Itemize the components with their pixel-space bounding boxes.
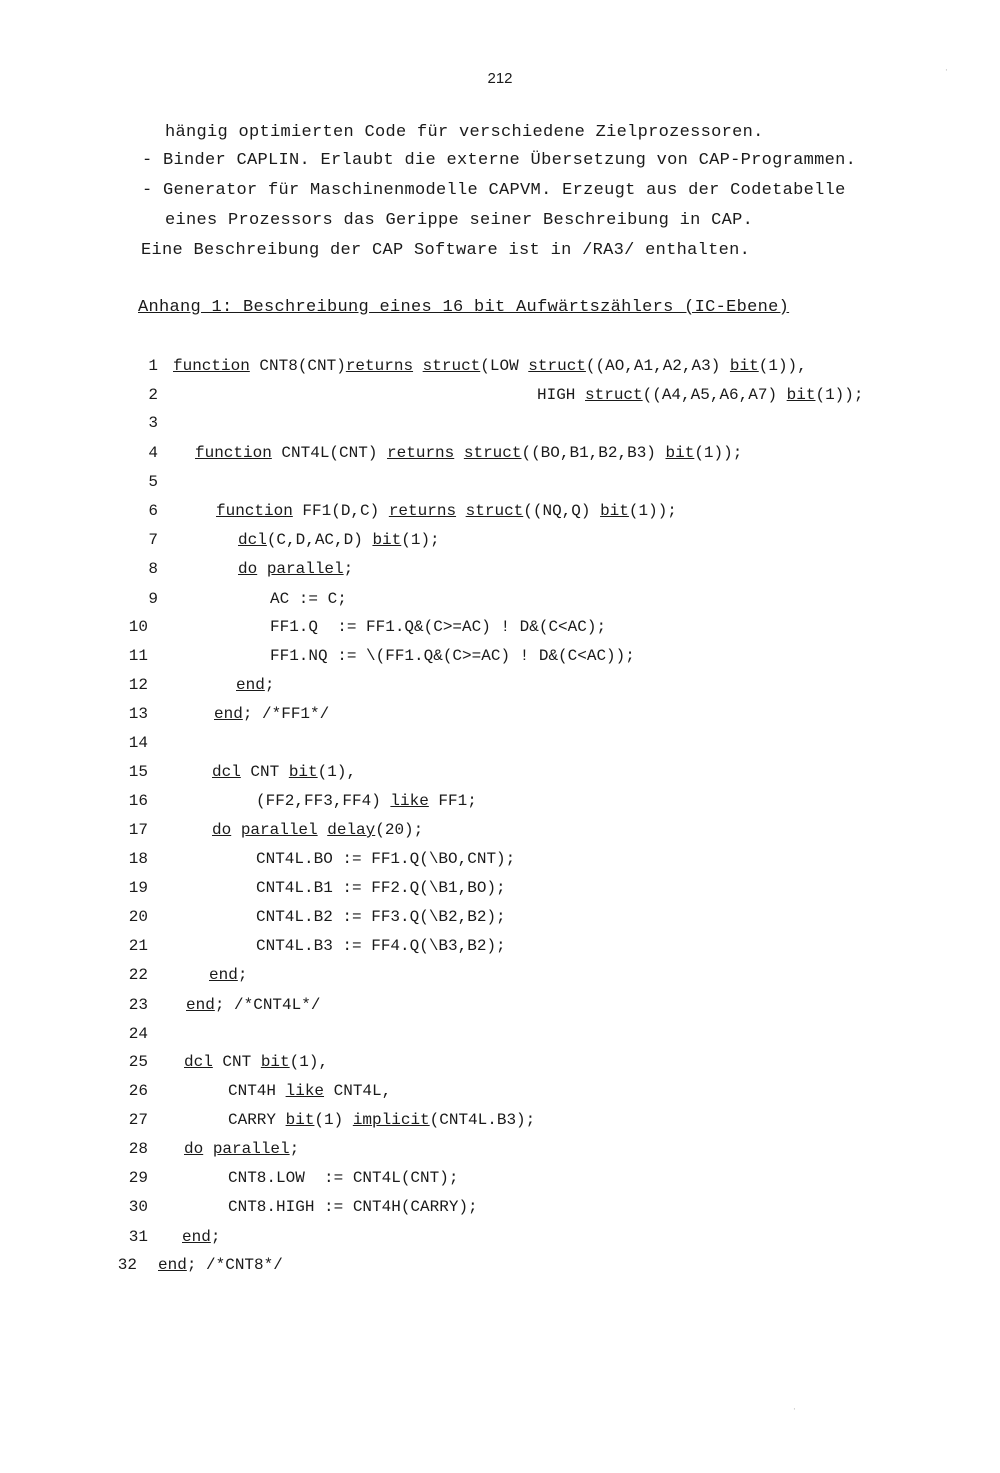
code-text	[184, 1140, 299, 1158]
code-text	[238, 531, 440, 549]
code-fragment: (1)),	[758, 357, 807, 375]
keyword: end	[158, 1256, 187, 1274]
code-text	[256, 879, 506, 897]
line-number: 24	[128, 1025, 148, 1043]
code-fragment: (1),	[317, 763, 357, 781]
code-text	[228, 1169, 458, 1187]
code-line	[0, 1198, 1000, 1220]
code-fragment: ((A4,A5,A6,A7)	[642, 386, 787, 404]
code-fragment: CNT	[212, 1053, 261, 1071]
code-fragment: ;	[264, 676, 275, 694]
code-line	[0, 937, 1000, 959]
keyword: returns	[387, 444, 455, 462]
code-text	[256, 908, 506, 926]
code-line	[0, 386, 1000, 408]
code-line	[0, 792, 1000, 814]
scan-mark: ·	[792, 1405, 797, 1414]
code-fragment: (LOW	[480, 357, 529, 375]
line-number: 26	[128, 1082, 148, 1100]
line-number: 15	[128, 763, 148, 781]
code-line	[0, 908, 1000, 930]
keyword: struct	[463, 444, 522, 462]
keyword: do	[238, 560, 258, 578]
code-line	[0, 821, 1000, 843]
code-fragment: AC := C;	[270, 590, 347, 608]
code-text	[270, 618, 606, 636]
code-line	[0, 1140, 1000, 1162]
code-text	[256, 937, 506, 955]
keyword: bit	[288, 763, 318, 781]
code-text	[182, 1228, 220, 1246]
code-line	[0, 763, 1000, 785]
line-number: 30	[128, 1198, 148, 1216]
code-fragment: CNT4L(CNT)	[271, 444, 388, 462]
code-line	[0, 705, 1000, 727]
code-fragment: (CNT4L.B3);	[429, 1111, 536, 1129]
keyword: like	[285, 1082, 325, 1100]
code-fragment: (1)	[314, 1111, 353, 1129]
line-number: 31	[128, 1228, 148, 1246]
keyword: bit	[786, 386, 816, 404]
code-fragment: ((BO,B1,B2,B3)	[521, 444, 666, 462]
code-text	[270, 647, 635, 665]
code-fragment	[454, 444, 464, 462]
keyword: bit	[665, 444, 695, 462]
line-number: 28	[128, 1140, 148, 1158]
line-number: 32	[117, 1256, 137, 1274]
code-text	[238, 560, 353, 578]
line-number: 22	[128, 966, 148, 984]
code-text	[256, 792, 477, 810]
code-text	[228, 1082, 391, 1100]
keyword: like	[390, 792, 429, 810]
code-line	[0, 966, 1000, 988]
keyword: returns	[388, 502, 457, 520]
keyword: bit	[600, 502, 629, 520]
code-fragment: ; /*CNT8*/	[186, 1256, 283, 1274]
line-number: 4	[148, 444, 158, 462]
code-text	[186, 996, 320, 1014]
keyword: bit	[260, 1053, 290, 1071]
code-line	[0, 502, 1000, 524]
keyword: parallel	[266, 560, 344, 578]
code-text	[173, 357, 807, 375]
code-fragment: FF1(D,C)	[292, 502, 389, 520]
code-text	[214, 705, 329, 723]
code-text	[270, 590, 347, 608]
code-line	[0, 850, 1000, 872]
line-number: 21	[128, 937, 148, 955]
code-line	[0, 357, 1000, 379]
code-line	[0, 676, 1000, 698]
code-text	[236, 676, 274, 694]
line-number: 3	[148, 414, 158, 432]
code-text	[256, 850, 515, 868]
code-fragment: FF1;	[428, 792, 477, 810]
code-text	[228, 1111, 535, 1129]
code-fragment: ;	[343, 560, 354, 578]
intro-line: - Generator für Maschinenmodelle CAPVM. Erzeugt aus der Codetabelle	[142, 181, 846, 200]
code-line	[0, 1025, 1000, 1047]
code-line	[0, 879, 1000, 901]
keyword: bit	[729, 357, 759, 375]
keyword: dcl	[238, 531, 267, 549]
code-fragment: CNT4L.B1 := FF2.Q(\B1,BO);	[256, 879, 506, 897]
keyword: bit	[372, 531, 402, 549]
code-fragment: (C,D,AC,D)	[266, 531, 373, 549]
code-fragment: ; /*CNT4L*/	[214, 996, 321, 1014]
line-number: 14	[128, 734, 148, 752]
line-number: 11	[128, 647, 148, 665]
code-fragment	[413, 357, 423, 375]
code-line	[0, 996, 1000, 1018]
code-fragment: (20);	[375, 821, 424, 839]
line-number: 8	[148, 560, 158, 578]
code-line	[0, 647, 1000, 669]
line-number: 12	[128, 676, 148, 694]
line-number: 10	[128, 618, 148, 636]
appendix-heading: Anhang 1: Beschreibung eines 16 bit Aufwärtszählers (IC-Ebene)	[138, 298, 790, 317]
line-number: 23	[128, 996, 148, 1014]
line-number: 20	[128, 908, 148, 926]
line-number: 27	[128, 1111, 148, 1129]
code-line	[0, 1082, 1000, 1104]
code-fragment: CNT4L.B2 := FF3.Q(\B2,B2);	[256, 908, 506, 926]
code-fragment: CNT4L.B3 := FF4.Q(\B3,B2);	[256, 937, 506, 955]
code-text	[209, 966, 247, 984]
code-fragment: ((NQ,Q)	[523, 502, 601, 520]
code-fragment	[257, 560, 267, 578]
keyword: struct	[465, 502, 524, 520]
keyword: function	[173, 357, 250, 375]
code-fragment: CNT8.HIGH := CNT4H(CARRY);	[228, 1198, 478, 1216]
keyword: parallel	[240, 821, 318, 839]
keyword: struct	[422, 357, 481, 375]
code-line	[0, 734, 1000, 756]
keyword: struct	[528, 357, 586, 375]
code-fragment: HIGH	[537, 386, 586, 404]
keyword: function	[195, 444, 272, 462]
line-number: 5	[148, 473, 158, 491]
code-fragment: CNT4L.BO := FF1.Q(\BO,CNT);	[256, 850, 516, 868]
code-line	[0, 1228, 1000, 1250]
code-text	[212, 821, 423, 839]
keyword: delay	[327, 821, 376, 839]
code-fragment: FF1.NQ := \(FF1.Q&(C>=AC) ! D&(C<AC));	[270, 647, 635, 665]
intro-line: eines Prozessors das Gerippe seiner Beschreibung in CAP.	[165, 211, 754, 230]
intro-line: Eine Beschreibung der CAP Software ist in /RA3/ enthalten.	[141, 241, 751, 260]
code-text	[184, 1053, 328, 1071]
keyword: returns	[345, 357, 414, 375]
code-fragment: FF1.Q := FF1.Q&(C>=AC) ! D&(C<AC);	[270, 618, 607, 636]
keyword: parallel	[212, 1140, 290, 1158]
code-fragment: (1));	[815, 386, 864, 404]
keyword: struct	[585, 386, 643, 404]
page-number: 212	[487, 70, 513, 87]
line-number: 13	[128, 705, 148, 723]
line-number: 1	[148, 357, 158, 375]
line-number: 18	[128, 850, 148, 868]
keyword: bit	[285, 1111, 315, 1129]
keyword: end	[209, 966, 238, 984]
code-fragment: CNT8(CNT)	[249, 357, 346, 375]
line-number: 7	[148, 531, 158, 549]
code-line	[0, 444, 1000, 466]
keyword: do	[212, 821, 232, 839]
intro-line: - Binder CAPLIN. Erlaubt die externe Übersetzung von CAP-Programmen.	[142, 151, 857, 170]
line-number: 2	[148, 386, 158, 404]
code-text	[228, 1198, 478, 1216]
keyword: end	[214, 705, 243, 723]
code-text	[212, 763, 356, 781]
code-line	[0, 531, 1000, 553]
line-number: 17	[128, 821, 148, 839]
code-line	[0, 414, 1000, 436]
line-number: 29	[128, 1169, 148, 1187]
code-fragment	[318, 821, 328, 839]
code-fragment	[456, 502, 466, 520]
code-fragment	[231, 821, 241, 839]
line-number: 6	[148, 502, 158, 520]
keyword: do	[184, 1140, 204, 1158]
keyword: function	[216, 502, 293, 520]
code-line	[0, 590, 1000, 612]
code-fragment: (1));	[628, 502, 677, 520]
keyword: implicit	[352, 1111, 430, 1129]
code-line	[0, 1053, 1000, 1075]
line-number: 25	[128, 1053, 148, 1071]
code-fragment: CNT8.LOW := CNT4L(CNT);	[228, 1169, 459, 1187]
code-line	[0, 618, 1000, 640]
keyword: dcl	[212, 763, 241, 781]
scan-mark: ·	[944, 66, 949, 75]
code-line	[0, 1169, 1000, 1191]
keyword: dcl	[184, 1053, 213, 1071]
code-fragment: ;	[237, 966, 248, 984]
code-fragment: (1));	[694, 444, 743, 462]
code-text	[195, 444, 742, 462]
code-fragment: ((AO,A1,A2,A3)	[585, 357, 730, 375]
code-fragment: (1),	[289, 1053, 329, 1071]
code-fragment: CNT4H	[228, 1082, 286, 1100]
code-fragment: CNT4L,	[324, 1082, 392, 1100]
code-line	[0, 560, 1000, 582]
code-fragment: ;	[289, 1140, 300, 1158]
code-line	[0, 1256, 1000, 1278]
keyword: end	[182, 1228, 211, 1246]
code-line	[0, 1111, 1000, 1133]
code-fragment: (1);	[401, 531, 440, 549]
line-number: 19	[128, 879, 148, 897]
keyword: end	[236, 676, 265, 694]
intro-line: hängig optimierten Code für verschiedene Zielprozessoren.	[165, 123, 764, 142]
line-number: 16	[128, 792, 148, 810]
code-fragment: ; /*FF1*/	[242, 705, 330, 723]
code-text	[158, 1256, 283, 1274]
code-fragment	[203, 1140, 213, 1158]
code-text	[216, 502, 677, 520]
code-fragment: ;	[210, 1228, 221, 1246]
code-fragment: (FF2,FF3,FF4)	[256, 792, 391, 810]
line-number: 9	[148, 590, 158, 608]
code-line	[0, 473, 1000, 495]
keyword: end	[186, 996, 215, 1014]
code-fragment: CNT	[240, 763, 289, 781]
code-fragment: CARRY	[228, 1111, 286, 1129]
code-text	[537, 386, 863, 404]
